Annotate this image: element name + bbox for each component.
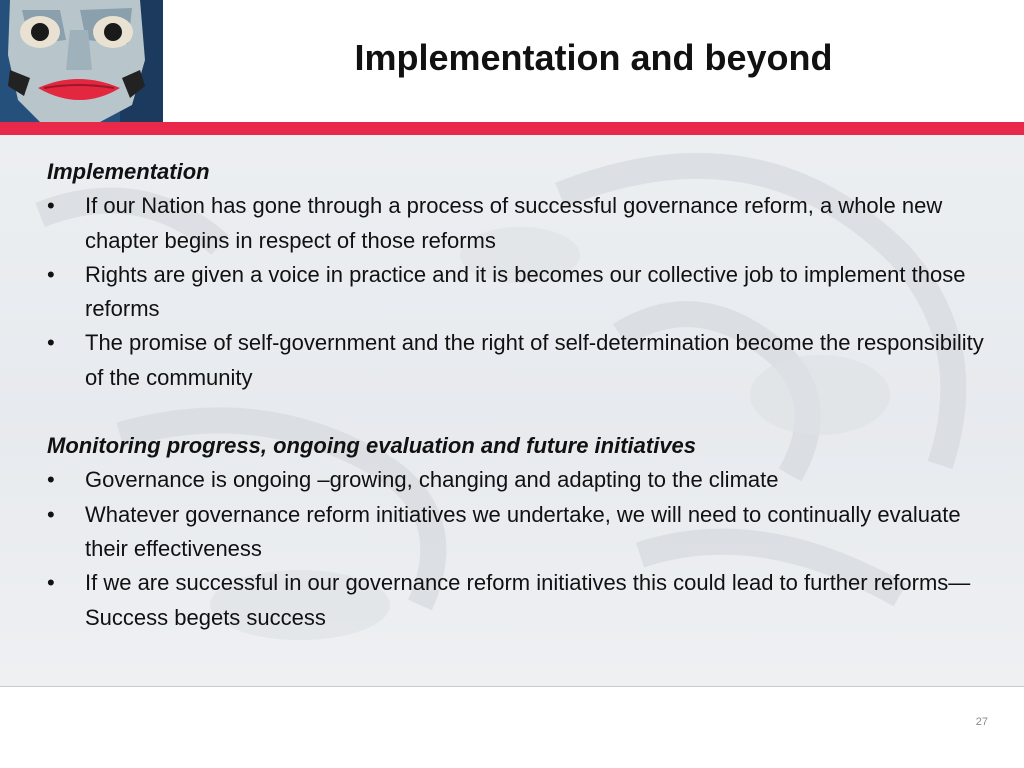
section-implementation [47,155,987,395]
bullet-item [47,463,987,497]
bullet-icon: • [47,261,55,287]
bullet-icon: • [47,501,55,527]
bullet-text: The promise of self-government and the right of self-determination become the responsibility of the community [85,330,984,390]
bullet-list [47,463,987,634]
bullet-text: Rights are given a voice in practice and it is becomes our collective job to implement those reforms [85,261,966,322]
page-number: 27 [975,716,988,728]
accent-bar [0,122,1024,135]
bullet-item [47,326,987,395]
bullet-item [47,189,987,258]
bullet-text: Governance is ongoing –growing, changing and adapting to the climate [85,467,779,493]
bullet-item [47,498,987,567]
slide-title: Implementation and beyond [354,37,833,78]
slide-header [0,0,1024,122]
slide-body [47,155,987,635]
section-spacer [47,395,987,429]
section-monitoring [47,429,987,635]
carved-mask-logo [0,0,163,122]
bullet-text: Whatever governance reform initiatives we undertake, we will need to continually evaluate their effectiveness [85,501,961,561]
bullet-item [47,566,987,635]
bullet-icon: • [47,467,55,493]
section-heading: Monitoring progress, ongoing evaluation and future initiatives [47,433,697,459]
bullet-text: If our Nation has gone through a process of successful governance reform, a whole new chapter begins in respect of those reforms [85,193,943,253]
bullet-list [47,189,987,395]
content-panel [0,135,1024,687]
bullet-item [47,258,987,327]
bullet-icon: • [47,193,55,219]
bullet-icon: • [47,570,55,596]
mask-image [0,0,163,122]
section-heading: Implementation [47,159,210,184]
bullet-icon: • [47,330,55,356]
bullet-text: If we are successful in our governance reform initiatives this could lead to further reforms—Success begets success [85,570,971,630]
